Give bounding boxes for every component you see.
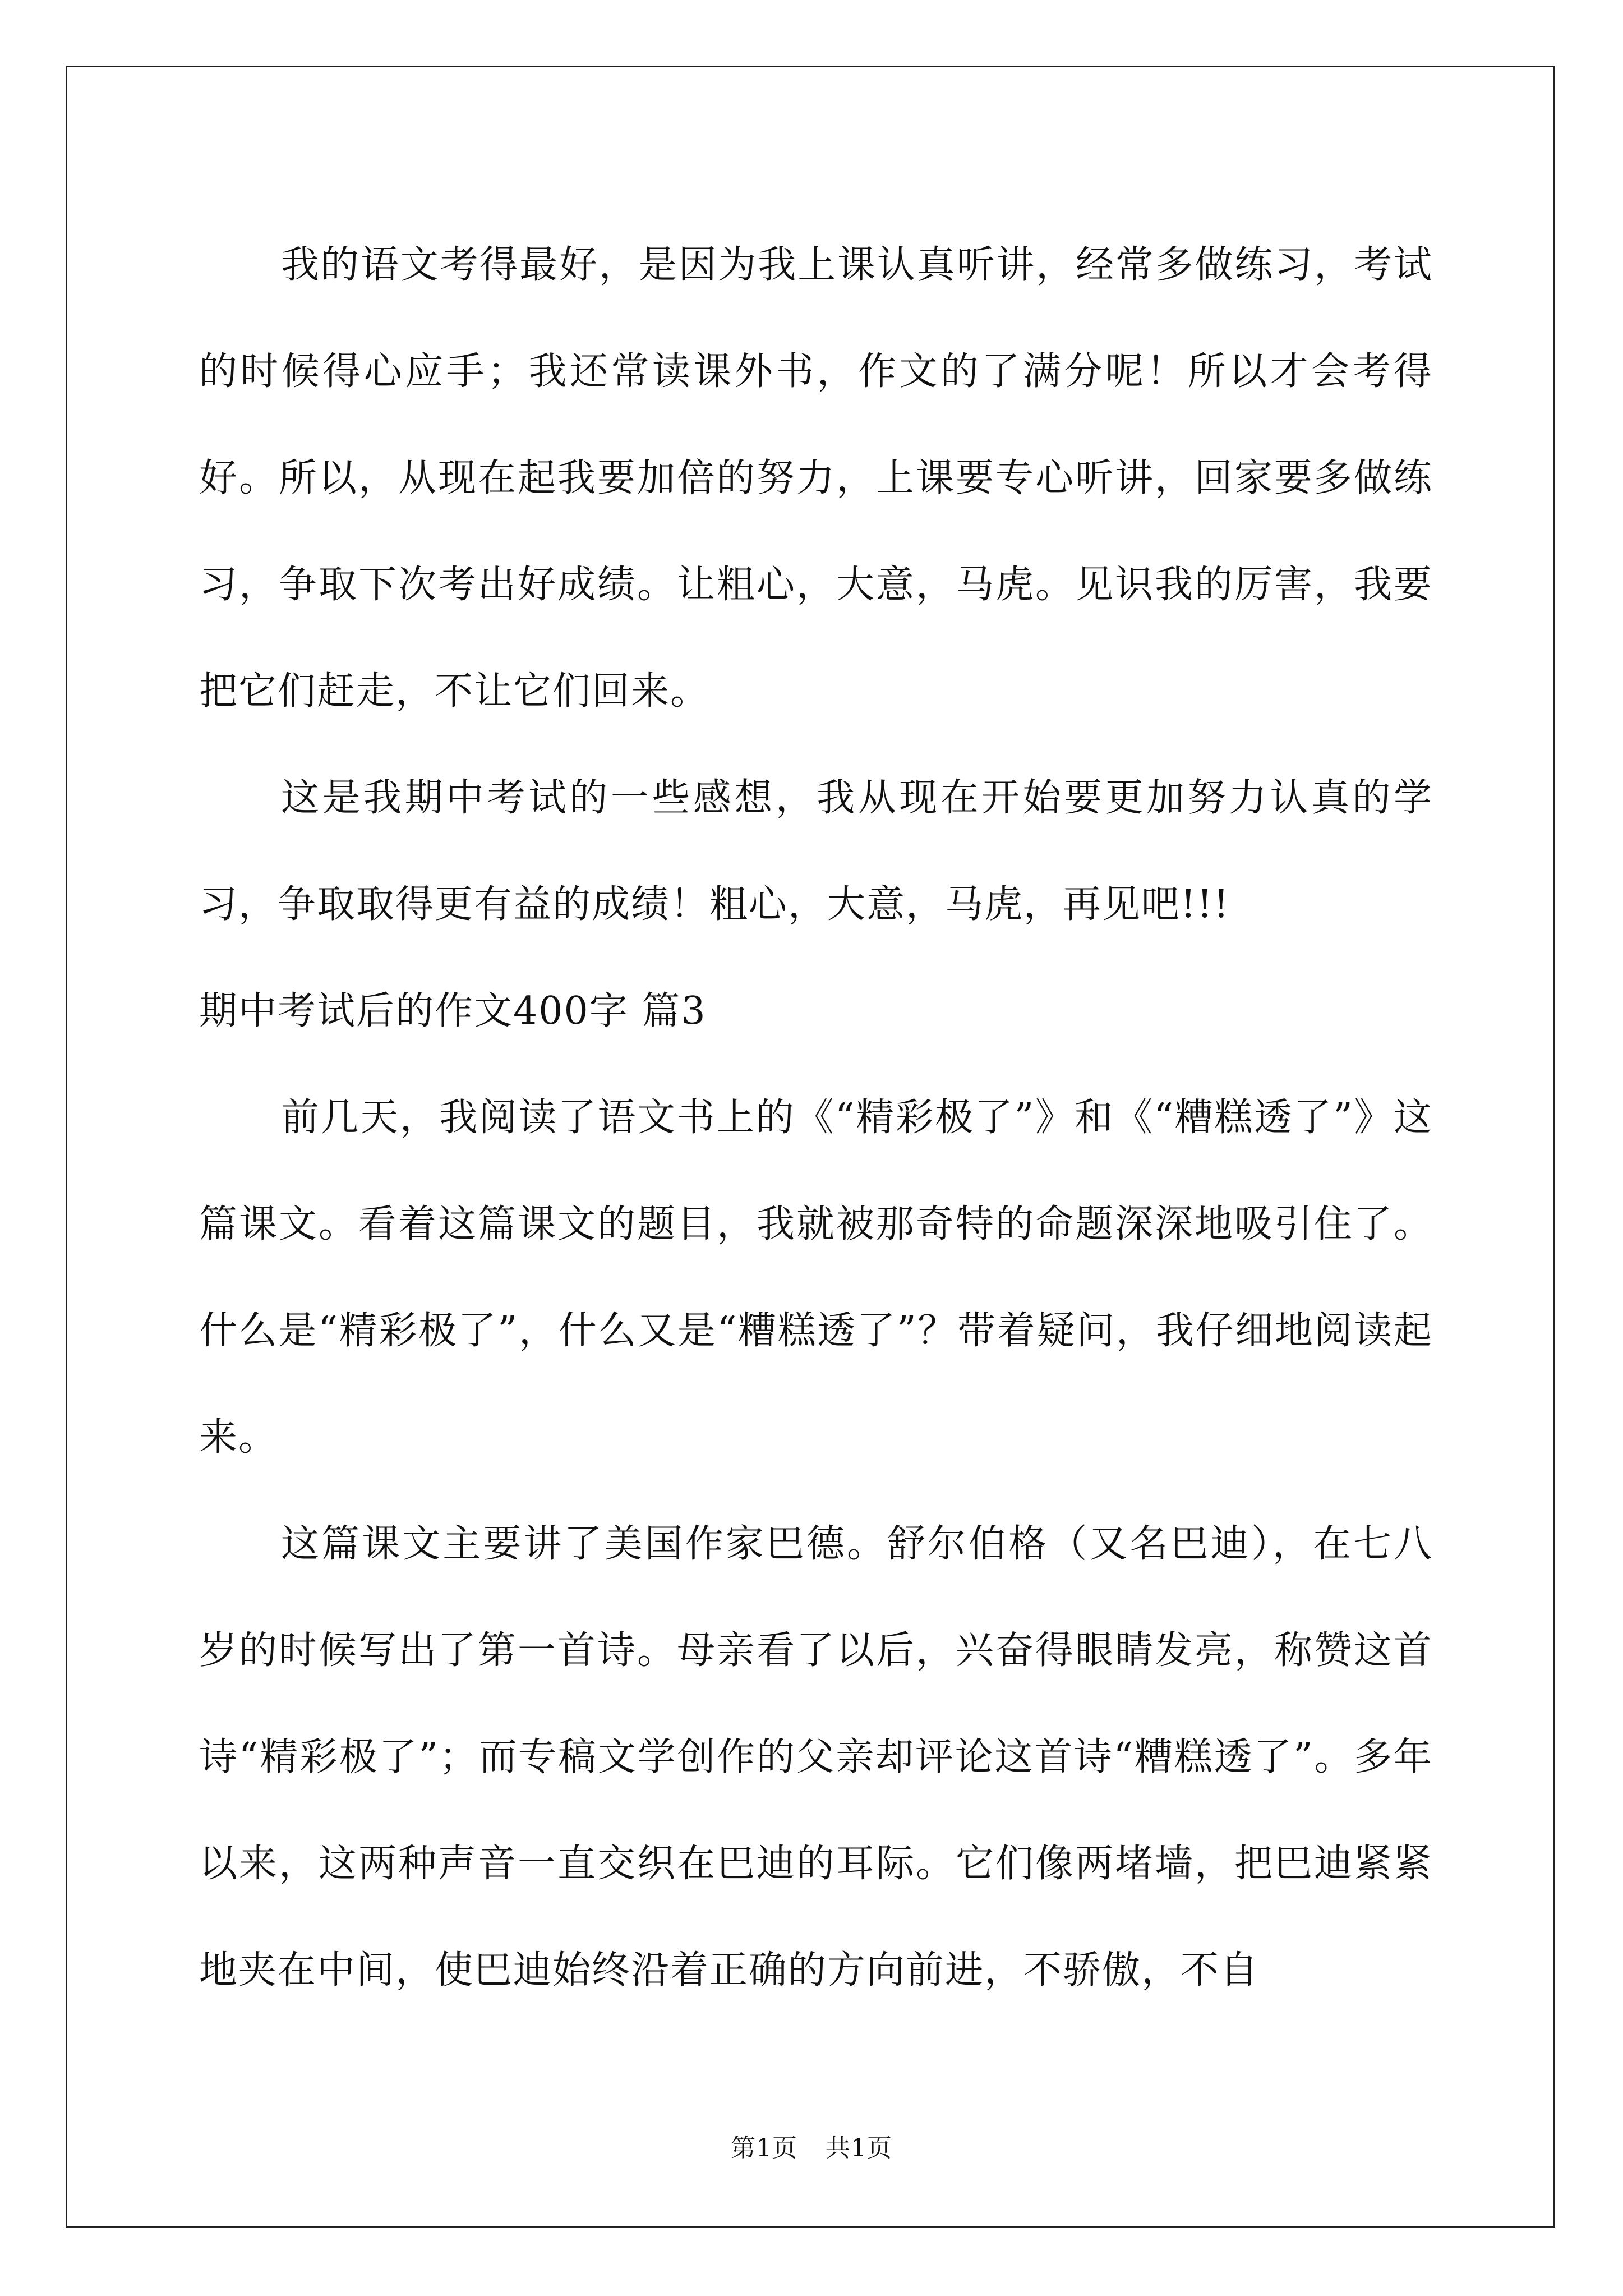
paragraph-2: 这是我期中考试的一些感想，我从现在开始要更加努力认真的学习，争取取得更有益的成绩！粗心，大意，马虎，再见吧!!! (199, 776, 1433, 927)
section-heading: 期中考试后的作文400字 篇3 (199, 989, 707, 1033)
paragraph-1: 我的语文考得最好，是因为我上课认真听讲，经常多做练习，考试的时候得心应手；我还常读课外书，作文的了满分呢！所以才会考得好。所以，从现在起我要加倍的努力，上课要专心听讲，回家要多做练习，争取下次考出好成绩。让粗心，大意，马虎。见识我的厉害，我要把它们赶走，不让它们回来。 (199, 243, 1433, 714)
paragraph-3: 前几天，我阅读了语文书上的《“精彩极了”》和《“糟糕透了”》这篇课文。看着这篇课文的题目，我就被那奇特的命题深深地吸引住了。什么是“精彩极了”，什么又是“糟糕透了”？带着疑问，我仔细地阅读起来。 (199, 1096, 1433, 1460)
page-footer (0, 2132, 1623, 2165)
paragraph-4: 这篇课文主要讲了美国作家巴德。舒尔伯格（又名巴迪），在七八岁的时候写出了第一首诗。母亲看了以后，兴奋得眼睛发亮，称赞这首诗“精彩极了”；而专稿文学创作的父亲却评论这首诗“糟糕透了”。多年以来，这两种声音一直交织在巴迪的耳际。它们像两堵墙，把巴迪紧紧地夹在中间，使巴迪始终沿着正确的方向前进，不骄傲，不自 (199, 1522, 1433, 1993)
page-number-current: 第1页 (731, 2134, 797, 2162)
document-body (199, 212, 1433, 2024)
page-number-total: 共1页 (826, 2134, 892, 2162)
